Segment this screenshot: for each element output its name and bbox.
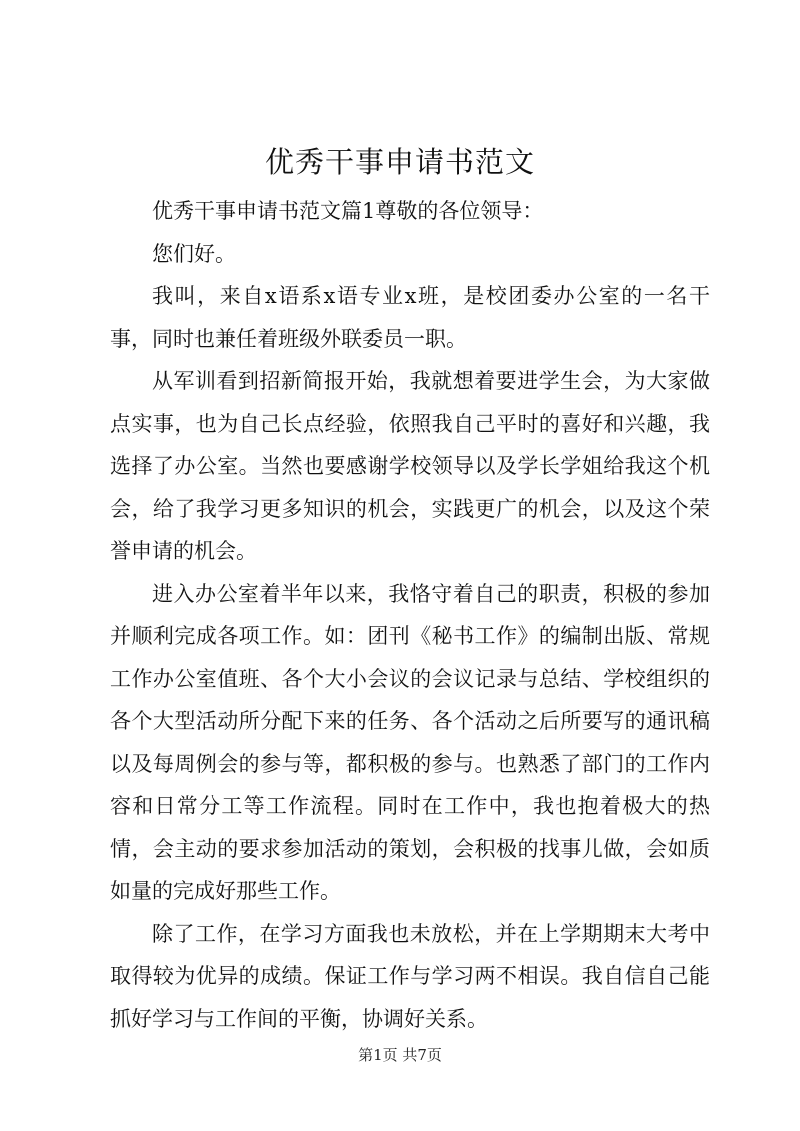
paragraph-work-experience: 进入办公室着半年以来，我恪守着自己的职责，积极的参加并顺利完成各项工作。如：团刊《秘书工作》的编制出版、常规工作办公室值班、各个大小会议的会议记录与总结、学校组织的各个大型活动所分配下来的任务、各个活动之后所要写的通讯稿以及每周例会的参与等，都积极的参与。也熟悉了部门的工作内容和日常分工等工作流程。同时在工作中，我也抱着极大的热情，会主动的要求参加活动的策划，会积极的找事儿做，会如质如量的完成好那些工作。 xyxy=(110,581,710,903)
paragraph-study: 除了工作，在学习方面我也未放松，并在上学期期末大考中取得较为优异的成绩。保证工作与学习两不相误。我自信自己能抓好学习与工作间的平衡，协调好关系。 xyxy=(110,921,710,1031)
paragraph-salutation: 优秀干事申请书范文篇1尊敬的各位领导： xyxy=(152,199,544,223)
document-title: 优秀干事申请书范文 xyxy=(264,145,535,179)
page-footer: 第1页 共7页 xyxy=(358,1046,442,1064)
paragraph-greeting: 您们好。 xyxy=(152,241,236,266)
document-body xyxy=(110,190,710,1040)
paragraph-introduction: 我叫，来自x语系x语专业x班，是校团委办公室的一名干事，同时也兼任着班级外联委员一职。 xyxy=(110,284,710,351)
paragraph-motivation: 从军训看到招新简报开始，我就想着要进学生会，为大家做点实事，也为自己长点经验，依照我自己平时的喜好和兴趣，我选择了办公室。当然也要感谢学校领导以及学长学姐给我这个机会，给了我学习更多知识的机会，实践更广的机会，以及这个荣誉申请的机会。 xyxy=(110,369,710,563)
